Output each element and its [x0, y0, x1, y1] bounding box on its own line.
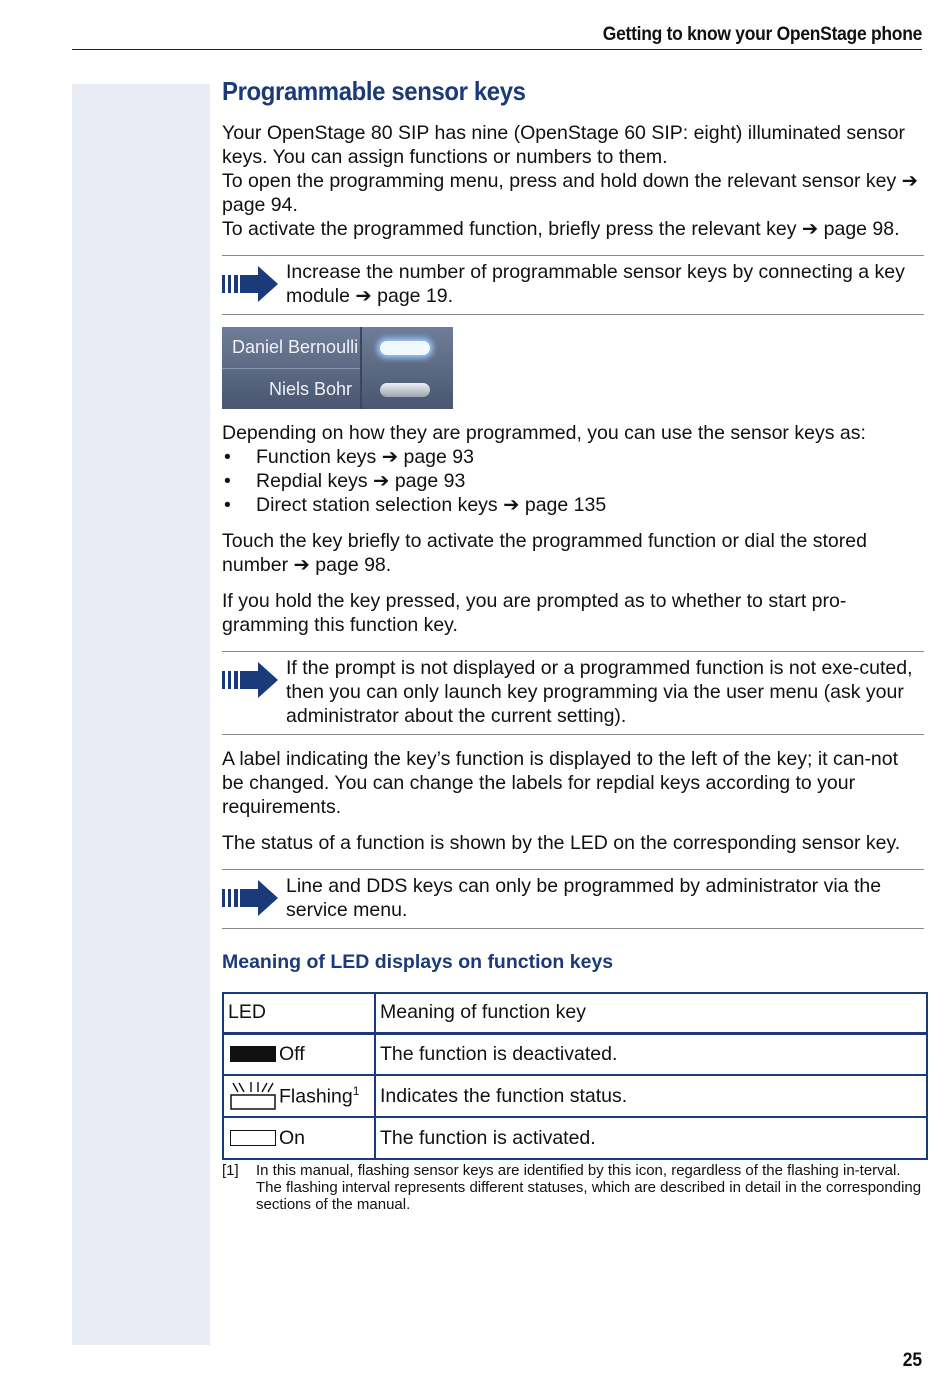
footnote-ref: 1 — [352, 1083, 360, 1098]
intro-paragraph-3: To activate the programmed function, briefly press the relevant key ➔ page 98. — [222, 218, 900, 240]
footnote — [222, 1162, 928, 1213]
header-title: Getting to know your OpenStage phone — [602, 24, 922, 45]
hold-paragraph: If you hold the key pressed, you are prompted as to whether to start pro-gramming this function key. — [222, 590, 847, 636]
list-item: • Repdial keys ➔ page 93 — [222, 469, 924, 493]
key-label-2: Niels Bohr — [222, 368, 360, 409]
intro-paragraph-2: To open the programming menu, press and hold down the relevant sensor key ➔ page 94. — [222, 170, 918, 216]
note-box-2 — [222, 651, 924, 735]
label-paragraph: A label indicating the key’s function is displayed to the left of the key; it can-not be changed. You can change the labels for repdial keys according to your requirements. — [222, 748, 899, 818]
key-separator — [360, 327, 362, 409]
touch-paragraph: Touch the key briefly to activate the programmed function or dial the stored number ➔ page 98. — [222, 530, 867, 576]
intro-paragraph-1: Your OpenStage 80 SIP has nine (OpenStage 60 SIP: eight) illuminated sensor keys. You can assign functions or numbers to them. — [222, 122, 905, 168]
sensor-keys-image — [222, 327, 453, 409]
led-state: Flashing — [279, 1085, 353, 1108]
table-row — [223, 1075, 927, 1117]
led-flash-cell — [223, 1075, 277, 1117]
status-paragraph: The status of a function is shown by the LED on the corresponding sensor key. — [222, 832, 901, 854]
led-flashing-icon — [230, 1081, 276, 1111]
key-label-1: Daniel Bernoulli — [232, 337, 359, 357]
table-header-led: LED — [223, 993, 375, 1033]
led-table — [222, 992, 928, 1160]
footnote-text: In this manual, flashing sensor keys are identified by this icon, regardless of the flashing in-terval. The flashing interval represents different statuses, which are described in detail in the corresponding sections of the manual. — [256, 1162, 922, 1213]
led-on-icon — [230, 1130, 276, 1146]
list-item: • Function keys ➔ page 93 — [222, 445, 924, 469]
margin-column — [72, 84, 210, 1345]
led-state-cell — [277, 1075, 375, 1117]
usage-list — [222, 445, 924, 517]
table-row — [223, 1033, 927, 1075]
led-off-cell — [223, 1033, 277, 1075]
table-row — [223, 1117, 927, 1159]
main-content — [222, 76, 924, 1213]
led-on-cell — [223, 1117, 277, 1159]
led-meaning: Indicates the function status. — [375, 1075, 927, 1117]
footnote-mark: [1] — [222, 1162, 239, 1179]
led-state: On — [277, 1117, 375, 1159]
note-text-1: Increase the number of programmable sensor keys by connecting a key module ➔ page 19. — [286, 261, 905, 307]
note-box-3 — [222, 869, 924, 929]
sensor-key-unlit — [380, 383, 430, 397]
section-title: Programmable sensor keys — [222, 76, 526, 106]
page-number: 25 — [902, 1350, 922, 1371]
note-box-1 — [222, 255, 924, 315]
table-header-meaning: Meaning of function key — [375, 993, 927, 1033]
led-off-icon — [230, 1046, 276, 1062]
list-item: • Direct station selection keys ➔ page 135 — [222, 493, 924, 517]
note-text-2: If the prompt is not displayed or a programmed function is not exe-cuted, then you can only launch key programming via the user menu (ask your administrator about the current setting). — [286, 657, 913, 727]
led-section-title: Meaning of LED displays on function keys — [222, 951, 614, 973]
led-state: Off — [277, 1033, 375, 1075]
header-rule — [72, 49, 922, 50]
note-text-3: Line and DDS keys can only be programmed by administrator via the service menu. — [286, 875, 882, 921]
led-meaning: The function is deactivated. — [375, 1033, 927, 1075]
table-header-row — [223, 993, 927, 1033]
led-meaning: The function is activated. — [375, 1117, 927, 1159]
sensor-key-lit — [380, 341, 430, 355]
usage-intro: Depending on how they are programmed, you can use the sensor keys as: — [222, 422, 866, 444]
note-arrow-icon — [222, 662, 278, 698]
note-arrow-icon — [222, 266, 278, 302]
note-arrow-icon — [222, 880, 278, 916]
